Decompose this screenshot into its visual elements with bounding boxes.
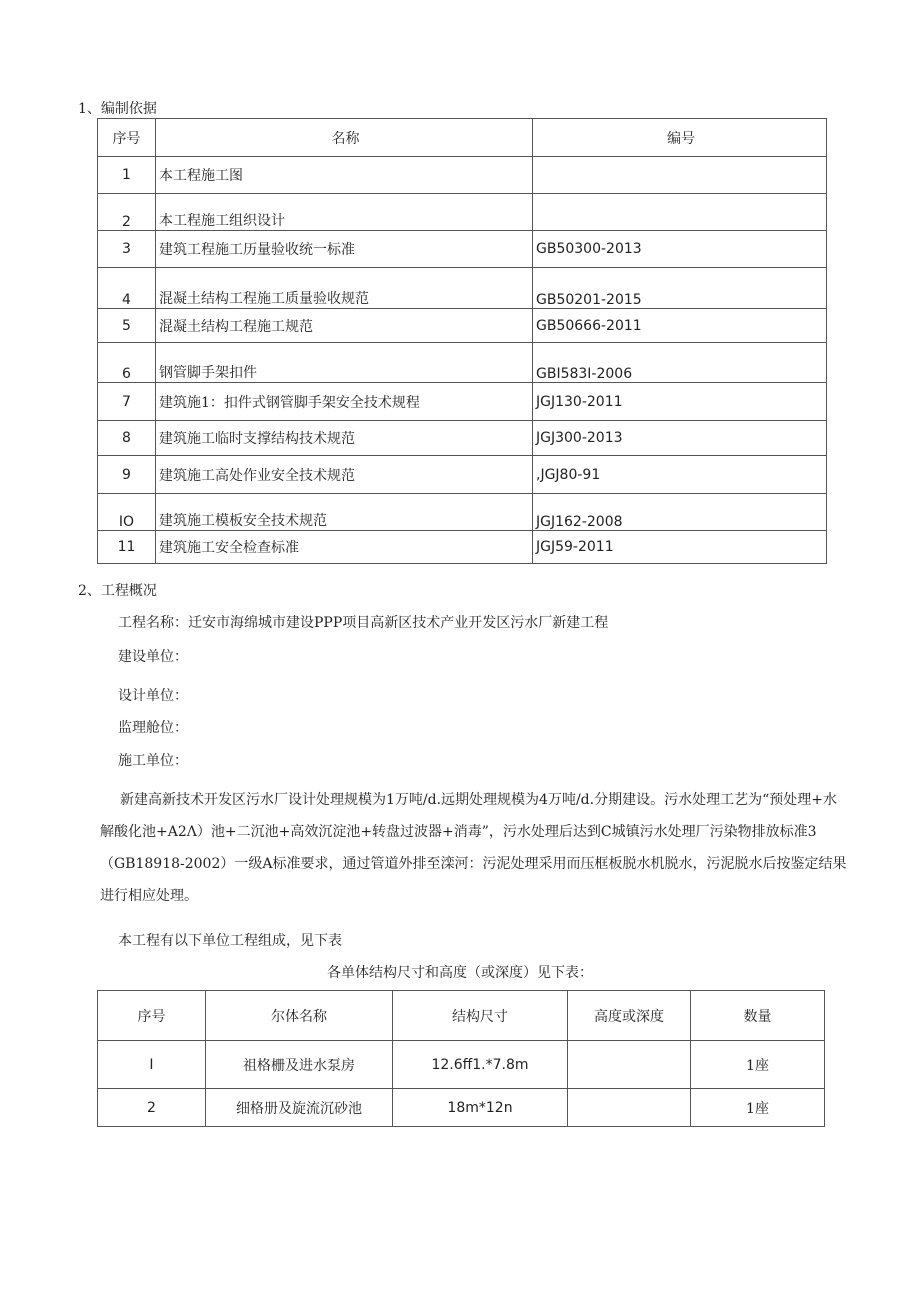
- header-height: 高度或深度: [568, 991, 691, 1041]
- row-qty: 1座: [691, 1089, 825, 1127]
- table-row: [98, 157, 827, 194]
- table-row: [98, 1089, 825, 1127]
- row-code: GB50201-2015: [533, 268, 827, 309]
- table-row: [98, 383, 827, 421]
- row-size: 18m*12n: [393, 1089, 568, 1127]
- table-row: [98, 194, 827, 231]
- section-2-title: 2、工程概况: [78, 583, 157, 599]
- row-qty: 1座: [691, 1041, 825, 1089]
- row-name: 本工程施工组织设计: [156, 194, 533, 231]
- row-no: 11: [98, 531, 156, 564]
- table-row: [98, 268, 827, 309]
- row-no: IO: [98, 494, 156, 531]
- row-height: [568, 1089, 691, 1127]
- design-unit: 设计单位：: [118, 688, 188, 704]
- header-qty: 数量: [691, 991, 825, 1041]
- row-code: ,JGJ80-91: [533, 456, 827, 494]
- table-row: [98, 1041, 825, 1089]
- row-name: 混凝土结构工程施工质量验收规范: [156, 268, 533, 309]
- row-name: 建筑施工模板安全技术规范: [156, 494, 533, 531]
- row-height: [568, 1041, 691, 1089]
- header-no: 序号: [98, 991, 206, 1041]
- row-name: 祖格栅及进水泵房: [206, 1041, 393, 1089]
- row-code: [533, 157, 827, 194]
- table-row: [98, 343, 827, 383]
- row-name: 建筑施1：扣件式钢管脚手架安全技术规程: [156, 383, 533, 421]
- row-code: JGJ130-2011: [533, 383, 827, 421]
- row-no: 9: [98, 456, 156, 494]
- table-row: [98, 494, 827, 531]
- table-header-row: [98, 119, 827, 157]
- row-no: I: [98, 1041, 206, 1089]
- row-code: GB50666-2011: [533, 309, 827, 343]
- row-no: 1: [98, 157, 156, 194]
- row-size: 12.6ff1.*7.8m: [393, 1041, 568, 1089]
- row-code: GBI583I-2006: [533, 343, 827, 383]
- row-no: 2: [98, 1089, 206, 1127]
- table-row: [98, 309, 827, 343]
- table-row: [98, 456, 827, 494]
- header-name: 名称: [156, 119, 533, 157]
- row-no: 7: [98, 383, 156, 421]
- row-no: 4: [98, 268, 156, 309]
- row-name: 混凝土结构工程施工规范: [156, 309, 533, 343]
- row-name: 本工程施工图: [156, 157, 533, 194]
- row-code: JGJ162-2008: [533, 494, 827, 531]
- units-table: [97, 990, 825, 1127]
- project-description: 新建高新技术开发区污水厂设计处理规模为1万吨/d.远期处理规模为4万吨/d.分期建设。污水处理工艺为“预处理+水解酸化池+A2Λ）池+二沉池+高效沉淀池+转盘过波器+消毒”，污水处理后达到C城镇污水处理厂污染物排放标准3（GB18918-2002）一级A标准要求，通过管道外排至滦河：污泥处理采用而压框板脱水机脱水，污泥脱水后按鉴定结果进行相应处理。: [100, 792, 847, 904]
- construction-unit: 建设单位：: [118, 649, 188, 665]
- builder-unit: 施工单位：: [118, 753, 188, 769]
- row-code: JGJ300-2013: [533, 421, 827, 456]
- row-name: 建筑施工高处作业安全技术规范: [156, 456, 533, 494]
- header-code: 编号: [533, 119, 827, 157]
- row-no: 3: [98, 231, 156, 268]
- row-name: 建筑工程施工历量验收统一标准: [156, 231, 533, 268]
- row-name: 建筑施工安全检查标准: [156, 531, 533, 564]
- header-no: 序号: [98, 119, 156, 157]
- row-name: 细格册及旋流沉砂池: [206, 1089, 393, 1127]
- standards-table: [97, 118, 827, 564]
- table-row: [98, 421, 827, 456]
- section-1-title: 1、编制依据: [78, 101, 157, 117]
- header-name: 尔体名称: [206, 991, 393, 1041]
- project-name: 工程名称：迁安市海绵城市建设PPP项目高新区技术产业开发区污水厂新建工程: [118, 615, 609, 631]
- table-row: [98, 231, 827, 268]
- table-header-row: [98, 991, 825, 1041]
- row-no: 2: [98, 194, 156, 231]
- header-size: 结构尺寸: [393, 991, 568, 1041]
- row-no: 5: [98, 309, 156, 343]
- row-name: 建筑施工临时支撑结构技术规范: [156, 421, 533, 456]
- supervision-unit: 监理舱位：: [118, 720, 188, 736]
- units-intro: 本工程有以下单位工程组成，见下表: [118, 933, 342, 949]
- row-no: 8: [98, 421, 156, 456]
- row-no: 6: [98, 343, 156, 383]
- row-code: GB50300-2013: [533, 231, 827, 268]
- row-code: [533, 194, 827, 231]
- table-row: [98, 531, 827, 564]
- table-caption: 各单体结构尺寸和高度（或深度）见下表：: [327, 965, 593, 981]
- row-code: JGJ59-2011: [533, 531, 827, 564]
- row-name: 钢管脚手架扣件: [156, 343, 533, 383]
